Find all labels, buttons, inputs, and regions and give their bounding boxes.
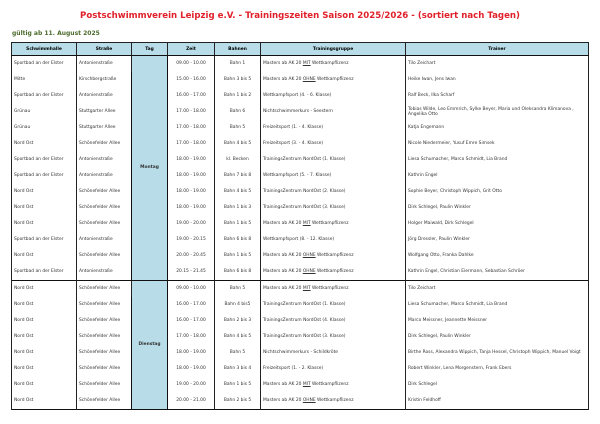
cell-zeit: 18.00 - 19.00 [168, 184, 215, 200]
cell-bahnen: Bahn 2 bis 3 [215, 313, 261, 329]
cell-trainingsgruppe: Masters ab AK 20 OHNE Wettkampflizenz [261, 264, 406, 281]
cell-bahnen: Bahn 4 bis5 [215, 297, 261, 313]
cell-tag: Montag [132, 56, 168, 281]
cell-trainingsgruppe: Masters ab AK 20 MIT Wettkampflizenz [261, 56, 406, 73]
cell-trainer: Dirk Schlegel [406, 377, 589, 393]
cell-bahnen: Bahn 6 bis 8 [215, 232, 261, 248]
cell-trainingsgruppe: Masters ab AK 20 MIT Wettkampflizenz [261, 216, 406, 232]
cell-trainer: Nicole Niedermeier, Yusuf Emre Simsek [406, 136, 589, 152]
header-strasse: Straße [77, 43, 132, 56]
cell-trainer: Dirk Schlegel, Paulin Winkler [406, 200, 589, 216]
cell-trainer: Kathrin Engel [406, 168, 589, 184]
table-row [12, 56, 589, 73]
cell-strasse: Schönefelder Allee [77, 297, 132, 313]
cell-strasse: Stuttgarter Allee [77, 120, 132, 136]
cell-bahnen: Bahn 5 [215, 281, 261, 298]
table-row [12, 216, 589, 232]
cell-schwimmhalle: Sportbad an der Elster [12, 56, 77, 73]
cell-strasse: Schönefelder Allee [77, 393, 132, 410]
cell-trainingsgruppe: Masters ab AK 20 OHNE Wettkampflizenz [261, 248, 406, 264]
cell-zeit: 15.00 - 16.00 [168, 72, 215, 88]
table-row [12, 136, 589, 152]
cell-strasse: Schönefelder Allee [77, 329, 132, 345]
cell-trainer: Holger Maiwald, Dirk Schlegel [406, 216, 589, 232]
cell-strasse: Antonienstraße [77, 232, 132, 248]
cell-bahnen: Bahn 4 bis 5 [215, 329, 261, 345]
cell-trainingsgruppe: Nichtschwimmerkurs - Seestern [261, 104, 406, 120]
cell-bahnen: Bahn 6 bis 8 [215, 264, 261, 281]
cell-strasse: Schönefelder Allee [77, 281, 132, 298]
cell-strasse: Antonienstraße [77, 168, 132, 184]
header-trainingsgruppe: Trainingsgruppe [261, 43, 406, 56]
cell-trainer: Tilo Zeichart [406, 56, 589, 73]
cell-bahnen: Bahn 1 [215, 56, 261, 73]
cell-zeit: 16.00 - 17.00 [168, 297, 215, 313]
cell-strasse: Antonienstraße [77, 152, 132, 168]
table-row [12, 152, 589, 168]
cell-trainer: Robert Winkler, Lena Morgenstern, Frank Ebers [406, 361, 589, 377]
cell-strasse: Stuttgarter Allee [77, 104, 132, 120]
cell-bahnen: Bahn 6 [215, 104, 261, 120]
table-row [12, 72, 589, 88]
table-row [12, 393, 589, 410]
header-zeit: Zeit [168, 43, 215, 56]
cell-schwimmhalle: Nord Ost [12, 216, 77, 232]
cell-strasse: Antonienstraße [77, 56, 132, 73]
cell-schwimmhalle: Sportbad an der Elster [12, 168, 77, 184]
cell-zeit: 16.00 - 17.00 [168, 313, 215, 329]
cell-bahnen: Bahn 2 bis 5 [215, 393, 261, 410]
cell-schwimmhalle: Nord Ost [12, 345, 77, 361]
cell-bahnen: Bahn 5 [215, 345, 261, 361]
cell-schwimmhalle: Nord Ost [12, 329, 77, 345]
cell-trainer: Kristin Feldhoff [406, 393, 589, 410]
cell-schwimmhalle: Nord Ost [12, 377, 77, 393]
cell-schwimmhalle: Sportbad an der Elster [12, 264, 77, 281]
cell-strasse: Schönefelder Allee [77, 313, 132, 329]
cell-zeit: 18.00 - 19.00 [168, 361, 215, 377]
cell-bahnen: Bahn 1 bis 3 [215, 200, 261, 216]
cell-schwimmhalle: Nord Ost [12, 313, 77, 329]
table-header-row [12, 43, 589, 56]
cell-zeit: 19.00 - 20.00 [168, 216, 215, 232]
cell-strasse: Kirschbergstraße [77, 72, 132, 88]
cell-schwimmhalle: Nord Ost [12, 200, 77, 216]
cell-trainingsgruppe: Nichtschwimmerkurs - Schildkröte [261, 345, 406, 361]
cell-zeit: 20.00 - 20.45 [168, 248, 215, 264]
cell-bahnen: Bahn 7 bis 8 [215, 168, 261, 184]
cell-schwimmhalle: Nord Ost [12, 297, 77, 313]
valid-from-note: gültig ab 11. August 2025 [12, 30, 100, 37]
cell-zeit: 17.00 - 18.00 [168, 104, 215, 120]
cell-trainer: Jörg Dressler, Paulin Winkler [406, 232, 589, 248]
header-schwimmhalle: Schwimmhalle [12, 43, 77, 56]
cell-trainingsgruppe: Freizeitsport (3. - 4. Klasse) [261, 136, 406, 152]
cell-trainer: Tobias Wilde, Leo Emmrich, Sylke Beyer, Maria und Oleksandra Klimanova , Angelika Otto [406, 104, 589, 120]
cell-trainingsgruppe: TrainingsZentrum NordOst (1. Klasse) [261, 152, 406, 168]
table-row [12, 361, 589, 377]
cell-strasse: Schönefelder Allee [77, 200, 132, 216]
cell-strasse: Schönefelder Allee [77, 377, 132, 393]
cell-trainingsgruppe: TrainingsZentrum NordOst (4. Klasse) [261, 313, 406, 329]
cell-strasse: Antonienstraße [77, 88, 132, 104]
cell-strasse: Antonienstraße [77, 264, 132, 281]
cell-schwimmhalle: Grünau [12, 120, 77, 136]
cell-trainer: Liesa Schumacher, Marco Schmidt, Lia Brand [406, 297, 589, 313]
cell-schwimmhalle: Sportbad an der Elster [12, 88, 77, 104]
table-row [12, 377, 589, 393]
cell-bahnen: Bahn 3 bis 5 [215, 72, 261, 88]
cell-zeit: 17.00 - 18.00 [168, 120, 215, 136]
cell-bahnen: kl. Becken [215, 152, 261, 168]
cell-trainer: Liesa Schumacher, Marco Schmidt, Lia Brand [406, 152, 589, 168]
cell-trainer: Marco Meissner, Jeannette Meissner [406, 313, 589, 329]
cell-strasse: Schönefelder Allee [77, 248, 132, 264]
cell-schwimmhalle: Sportbad an der Elster [12, 152, 77, 168]
cell-trainingsgruppe: Masters ab AK 20 OHNE Wettkampflizenz [261, 72, 406, 88]
cell-schwimmhalle: Nord Ost [12, 248, 77, 264]
cell-bahnen: Bahn 4 bis 5 [215, 136, 261, 152]
schedule-table [11, 42, 589, 410]
cell-bahnen: Bahn 4 bis 5 [215, 184, 261, 200]
cell-zeit: 19.00 - 20.00 [168, 377, 215, 393]
cell-trainingsgruppe: Freizeitsport (1. - 4. Klasse) [261, 120, 406, 136]
cell-tag: Dienstag [132, 281, 168, 410]
cell-schwimmhalle: Mitte [12, 72, 77, 88]
cell-zeit: 09.00 - 10.00 [168, 56, 215, 73]
table-row [12, 200, 589, 216]
header-tag: Tag [132, 43, 168, 56]
cell-schwimmhalle: Nord Ost [12, 361, 77, 377]
cell-zeit: 16.00 - 17.00 [168, 88, 215, 104]
cell-trainingsgruppe: TrainingsZentrum NordOst (3. Klasse) [261, 329, 406, 345]
table-row [12, 297, 589, 313]
cell-trainingsgruppe: Wettkampfsport (4. - 6. Klasse) [261, 88, 406, 104]
cell-strasse: Schönefelder Allee [77, 361, 132, 377]
cell-zeit: 18.00 - 19.00 [168, 152, 215, 168]
cell-zeit: 18.00 - 19.00 [168, 200, 215, 216]
cell-bahnen: Bahn 1 bis 2 [215, 88, 261, 104]
cell-trainingsgruppe: TrainingsZentrum NordOst (1. Klasse) [261, 297, 406, 313]
cell-zeit: 18.00 - 19.00 [168, 345, 215, 361]
table-row [12, 104, 589, 120]
cell-schwimmhalle: Sportbad an der Elster [12, 232, 77, 248]
table-row [12, 313, 589, 329]
cell-trainer: Sophie Beyer, Christoph Wippich, Grit Otto [406, 184, 589, 200]
cell-trainingsgruppe: TrainingsZentrum NordOst (3. Klasse) [261, 200, 406, 216]
cell-zeit: 17.00 - 18.00 [168, 329, 215, 345]
cell-trainingsgruppe: Freizeitsport (1. - 2. Klasse) [261, 361, 406, 377]
cell-trainer: Tilo Zeichart [406, 281, 589, 298]
cell-trainingsgruppe: Wettkampfsport (8. - 12. Klasse) [261, 232, 406, 248]
cell-trainer: Katja Engemann [406, 120, 589, 136]
table-row [12, 264, 589, 281]
cell-bahnen: Bahn 1 bis 5 [215, 248, 261, 264]
cell-bahnen: Bahn 1 bis 5 [215, 216, 261, 232]
table-row [12, 345, 589, 361]
cell-strasse: Schönefelder Allee [77, 184, 132, 200]
cell-zeit: 17.00 - 18.00 [168, 136, 215, 152]
cell-trainer: Ralf Beck, Ilka Scharf [406, 88, 589, 104]
cell-trainingsgruppe: Masters ab AK 20 MIT Wettkampflizenz [261, 377, 406, 393]
cell-trainingsgruppe: TrainingsZentrum NordOst (2. Klasse) [261, 184, 406, 200]
table-row [12, 168, 589, 184]
table-row [12, 184, 589, 200]
header-trainer: Trainer [406, 43, 589, 56]
table-row [12, 329, 589, 345]
table-row [12, 120, 589, 136]
cell-strasse: Schönefelder Allee [77, 136, 132, 152]
cell-zeit: 20.15 - 21.45 [168, 264, 215, 281]
cell-schwimmhalle: Nord Ost [12, 184, 77, 200]
cell-trainer: Kathrin Engel, Christian Eiermann, Sebastian Schröer [406, 264, 589, 281]
cell-bahnen: Bahn 1 bis 5 [215, 377, 261, 393]
cell-strasse: Schönefelder Allee [77, 216, 132, 232]
header-bahnen: Bahnen [215, 43, 261, 56]
cell-bahnen: Bahn 5 [215, 120, 261, 136]
cell-trainer: Wolfgang Otto, Franka Dahlke [406, 248, 589, 264]
cell-schwimmhalle: Nord Ost [12, 136, 77, 152]
cell-trainer: Heike Iwan, Jens Iwan [406, 72, 589, 88]
cell-zeit: 20.00 - 21.00 [168, 393, 215, 410]
cell-strasse: Schönefelder Allee [77, 345, 132, 361]
table-row [12, 248, 589, 264]
cell-trainingsgruppe: Masters ab AK 20 OHNE Wettkampflizenz [261, 393, 406, 410]
cell-bahnen: Bahn 3 bis 4 [215, 361, 261, 377]
page-title: Postschwimmverein Leipzig e.V. - Trainingszeiten Saison 2025/2026 - (sortiert nach Tagen) [80, 11, 520, 21]
cell-schwimmhalle: Grünau [12, 104, 77, 120]
table-row [12, 281, 589, 298]
cell-zeit: 09.00 - 10.00 [168, 281, 215, 298]
cell-schwimmhalle: Nord Ost [12, 393, 77, 410]
table-row [12, 88, 589, 104]
cell-trainer: Dirk Schlegel, Paulin Winkler [406, 329, 589, 345]
cell-trainer: Birthe Ross, Alexandra Wippich, Tanja Hessel, Christoph Wippich, Manuel Voigt [406, 345, 589, 361]
cell-trainingsgruppe: Wettkampfsport (5. - 7. Klasse) [261, 168, 406, 184]
cell-schwimmhalle: Nord Ost [12, 281, 77, 298]
table-row [12, 232, 589, 248]
cell-trainingsgruppe: Masters ab AK 20 MIT Wettkampflizenz [261, 281, 406, 298]
cell-zeit: 18.00 - 19.00 [168, 168, 215, 184]
cell-zeit: 19.00 - 20.15 [168, 232, 215, 248]
